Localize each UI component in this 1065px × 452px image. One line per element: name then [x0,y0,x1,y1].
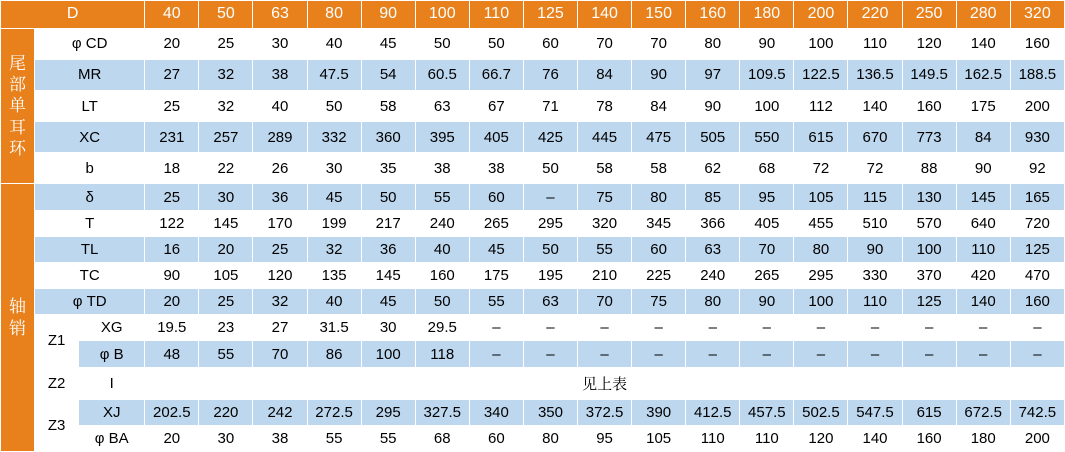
cell: 70 [740,236,794,262]
cell: 165 [1010,184,1064,210]
cell: 231 [145,122,199,153]
cell: 20 [199,236,253,262]
cell: 160 [1010,28,1064,59]
table-row [1,28,1065,59]
cell: 547.5 [848,399,902,425]
table-row [1,210,1065,236]
cell: 30 [307,153,361,184]
cell: 390 [632,399,686,425]
cell: 70 [578,289,632,315]
cell: 930 [1010,122,1064,153]
cell: 30 [199,184,253,210]
cell: 72 [848,153,902,184]
cell: 32 [199,59,253,90]
header-col-9: 150 [632,1,686,29]
cell: – [956,315,1010,341]
header-col-0: 40 [145,1,199,29]
cell: 505 [686,122,740,153]
cell: – [578,341,632,367]
table-row [1,341,1065,367]
cell: 100 [794,28,848,59]
cell: 110 [848,289,902,315]
row-label: φ CD [35,28,145,59]
cell: 720 [1010,210,1064,236]
cell: 58 [632,153,686,184]
cell: 66.7 [469,59,523,90]
cell: 32 [199,90,253,121]
cell: 90 [686,90,740,121]
cell: 76 [523,59,577,90]
cell: – [740,341,794,367]
cell: 140 [956,28,1010,59]
cell: 125 [1010,236,1064,262]
cell: 120 [253,262,307,288]
cell: 140 [848,425,902,451]
cell: 80 [686,28,740,59]
cell: 88 [902,153,956,184]
header-col-8: 140 [578,1,632,29]
cell: 289 [253,122,307,153]
table-row [1,184,1065,210]
row-label: TC [35,262,145,288]
side-label-group1: 尾部单耳环 [1,28,35,184]
cell: 80 [686,289,740,315]
table-row [1,425,1065,451]
cell: – [632,315,686,341]
cell: 265 [469,210,523,236]
table-row [1,59,1065,90]
cell: 55 [415,184,469,210]
cell: 95 [740,184,794,210]
row-label: δ [35,184,145,210]
cell: 100 [794,289,848,315]
cell: 425 [523,122,577,153]
cell: 195 [523,262,577,288]
cell: 149.5 [902,59,956,90]
cell: 110 [740,425,794,451]
cell: 502.5 [794,399,848,425]
cell: 45 [361,28,415,59]
cell: 60 [469,425,523,451]
cell: 200 [1010,90,1064,121]
cell: 30 [199,425,253,451]
table-row [1,289,1065,315]
header-col-12: 200 [794,1,848,29]
cell: 160 [415,262,469,288]
cell: 110 [956,236,1010,262]
cell: 25 [199,289,253,315]
cell: 330 [848,262,902,288]
cell: 50 [415,289,469,315]
cell: 20 [145,289,199,315]
cell: 395 [415,122,469,153]
cell: 670 [848,122,902,153]
cell: 265 [740,262,794,288]
cell: 67 [469,90,523,121]
table-row [1,262,1065,288]
header-label-d: D [1,1,145,29]
cell: 55 [469,289,523,315]
cell: 162.5 [956,59,1010,90]
cell: 84 [578,59,632,90]
cell: 550 [740,122,794,153]
header-col-6: 110 [469,1,523,29]
cell: 60 [632,236,686,262]
cell: 92 [1010,153,1064,184]
cell: 50 [523,153,577,184]
row-label: b [35,153,145,184]
cell: 360 [361,122,415,153]
cell: 445 [578,122,632,153]
cell: 27 [145,59,199,90]
cell: 45 [307,184,361,210]
cell: 40 [307,289,361,315]
cell: 240 [415,210,469,236]
row-label: φ BA [79,425,145,451]
cell: 470 [1010,262,1064,288]
cell: 257 [199,122,253,153]
cell: – [523,315,577,341]
cell: 160 [902,90,956,121]
cell: 125 [902,289,956,315]
cell: 50 [361,184,415,210]
cell: 20 [145,28,199,59]
cell: – [794,341,848,367]
header-col-11: 180 [740,1,794,29]
cell: 90 [848,236,902,262]
row-label: LT [35,90,145,121]
cell: 217 [361,210,415,236]
cell: 145 [361,262,415,288]
cell: 160 [902,425,956,451]
cell: 100 [361,341,415,367]
cell: 120 [902,28,956,59]
cell: 97 [686,59,740,90]
cell: – [523,184,577,210]
cell: 45 [361,289,415,315]
group-label-z3: Z3 [35,399,79,451]
group-label-z1: Z1 [35,315,79,367]
cell: 135 [307,262,361,288]
cell: 32 [253,289,307,315]
cell: 30 [253,28,307,59]
cell: 405 [469,122,523,153]
cell: 84 [956,122,1010,153]
cell: 370 [902,262,956,288]
cell: 120 [794,425,848,451]
cell: 570 [902,210,956,236]
cell: 140 [956,289,1010,315]
cell: 122.5 [794,59,848,90]
header-col-16: 320 [1010,1,1064,29]
cell: 90 [145,262,199,288]
row-label: XG [79,315,145,341]
cell: 38 [415,153,469,184]
header-col-15: 280 [956,1,1010,29]
cell: 95 [578,425,632,451]
cell: 170 [253,210,307,236]
cell: – [902,341,956,367]
cell: 199 [307,210,361,236]
row-label: φ TD [35,289,145,315]
cell: 475 [632,122,686,153]
cell: – [848,341,902,367]
cell: 40 [307,28,361,59]
cell: 742.5 [1010,399,1064,425]
cell: 110 [686,425,740,451]
cell: 25 [145,90,199,121]
cell: 62 [686,153,740,184]
cell: – [469,341,523,367]
cell: – [469,315,523,341]
table-row [1,122,1065,153]
table-row [1,367,1065,399]
cell: 160 [1010,289,1064,315]
cell: 58 [578,153,632,184]
cell: 110 [848,28,902,59]
cell: 78 [578,90,632,121]
cell: 71 [523,90,577,121]
cell: 210 [578,262,632,288]
table-row [1,236,1065,262]
cell: 327.5 [415,399,469,425]
cell: 36 [361,236,415,262]
cell: 70 [253,341,307,367]
row-label: I [79,367,145,399]
cell: 16 [145,236,199,262]
cell: 75 [632,289,686,315]
side-label-group2: 轴销 [1,184,35,452]
cell: – [1010,315,1064,341]
cell: 109.5 [740,59,794,90]
cell: 672.5 [956,399,1010,425]
cell: 32 [307,236,361,262]
cell: 350 [523,399,577,425]
cell: – [686,341,740,367]
cell: 38 [253,59,307,90]
cell: 220 [199,399,253,425]
cell: – [523,341,577,367]
cell: 773 [902,122,956,153]
cell: 26 [253,153,307,184]
header-col-14: 250 [902,1,956,29]
cell: 50 [523,236,577,262]
cell: 85 [686,184,740,210]
cell: 412.5 [686,399,740,425]
cell: 320 [578,210,632,236]
cell: 50 [415,28,469,59]
cell: 63 [686,236,740,262]
cell: 332 [307,122,361,153]
cell: 100 [902,236,956,262]
row-label: T [35,210,145,236]
cell: – [1010,341,1064,367]
cell: 68 [415,425,469,451]
cell: 140 [848,90,902,121]
row-label: MR [35,59,145,90]
cell: 36 [253,184,307,210]
cell: 47.5 [307,59,361,90]
cell: 295 [794,262,848,288]
cell: 48 [145,341,199,367]
table-row [1,153,1065,184]
cell: 27 [253,315,307,341]
cell: 70 [578,28,632,59]
cell: 45 [469,236,523,262]
cell: 240 [686,262,740,288]
cell: 112 [794,90,848,121]
cell: 180 [956,425,1010,451]
cell: 55 [199,341,253,367]
cell: 31.5 [307,315,361,341]
cell: 340 [469,399,523,425]
cell: 115 [848,184,902,210]
cell: 25 [199,28,253,59]
cell: 145 [199,210,253,236]
cell: 200 [1010,425,1064,451]
cell: 420 [956,262,1010,288]
cell: 80 [632,184,686,210]
cell: 38 [253,425,307,451]
cell: 118 [415,341,469,367]
cell: 84 [632,90,686,121]
header-col-4: 90 [361,1,415,29]
cell: 90 [956,153,1010,184]
cell: 58 [361,90,415,121]
cell: 242 [253,399,307,425]
header-col-13: 220 [848,1,902,29]
cell: 366 [686,210,740,236]
cell: 72 [794,153,848,184]
header-col-5: 100 [415,1,469,29]
header-col-3: 80 [307,1,361,29]
table-row [1,315,1065,341]
cell: 295 [523,210,577,236]
row-label: XC [35,122,145,153]
cell: – [578,315,632,341]
cell: 100 [740,90,794,121]
cell: 22 [199,153,253,184]
cell: 640 [956,210,1010,236]
cell: 405 [740,210,794,236]
cell: 54 [361,59,415,90]
cell: 295 [361,399,415,425]
cell: 38 [469,153,523,184]
cell: 80 [523,425,577,451]
cell: 55 [361,425,415,451]
cell: 70 [632,28,686,59]
cell: 19.5 [145,315,199,341]
cell: 175 [469,262,523,288]
cell: 130 [902,184,956,210]
cell: 20 [145,425,199,451]
cell: – [740,315,794,341]
cell: 105 [632,425,686,451]
cell: 225 [632,262,686,288]
cell: – [794,315,848,341]
cell: 90 [632,59,686,90]
cell: 372.5 [578,399,632,425]
cell: 40 [415,236,469,262]
cell: 30 [361,315,415,341]
cell: 55 [307,425,361,451]
cell: 60.5 [415,59,469,90]
cell: 29.5 [415,315,469,341]
cell: 80 [794,236,848,262]
cell: 145 [956,184,1010,210]
cell: – [848,315,902,341]
cell: 122 [145,210,199,236]
cell: 63 [415,90,469,121]
cell: 60 [469,184,523,210]
header-col-1: 50 [199,1,253,29]
cell: 105 [794,184,848,210]
table-row [1,90,1065,121]
cell: 63 [523,289,577,315]
cell: 615 [794,122,848,153]
cell: – [956,341,1010,367]
cell: 25 [145,184,199,210]
cell: 455 [794,210,848,236]
cell: 90 [740,289,794,315]
merged-note-cell: 见上表 [145,367,1065,399]
header-col-7: 125 [523,1,577,29]
cell: 86 [307,341,361,367]
cell: 105 [199,262,253,288]
table-header-row [1,1,1065,29]
row-label: TL [35,236,145,262]
group-label-z2: Z2 [35,367,79,399]
cell: 55 [578,236,632,262]
cell: 272.5 [307,399,361,425]
cell: 25 [253,236,307,262]
cell: 510 [848,210,902,236]
cell: 50 [307,90,361,121]
cell: 90 [740,28,794,59]
cell: 18 [145,153,199,184]
cell: 75 [578,184,632,210]
cell: 60 [523,28,577,59]
cell: 40 [253,90,307,121]
cell: – [902,315,956,341]
table-row [1,399,1065,425]
row-label: φ B [79,341,145,367]
cell: 188.5 [1010,59,1064,90]
cell: 457.5 [740,399,794,425]
cell: 345 [632,210,686,236]
cell: 68 [740,153,794,184]
header-col-10: 160 [686,1,740,29]
cell: 35 [361,153,415,184]
cell: 615 [902,399,956,425]
header-col-2: 63 [253,1,307,29]
cell: – [686,315,740,341]
cell: 202.5 [145,399,199,425]
cell: 175 [956,90,1010,121]
cell: 136.5 [848,59,902,90]
cell: 23 [199,315,253,341]
row-label: XJ [79,399,145,425]
cell: 50 [469,28,523,59]
cell: – [632,341,686,367]
